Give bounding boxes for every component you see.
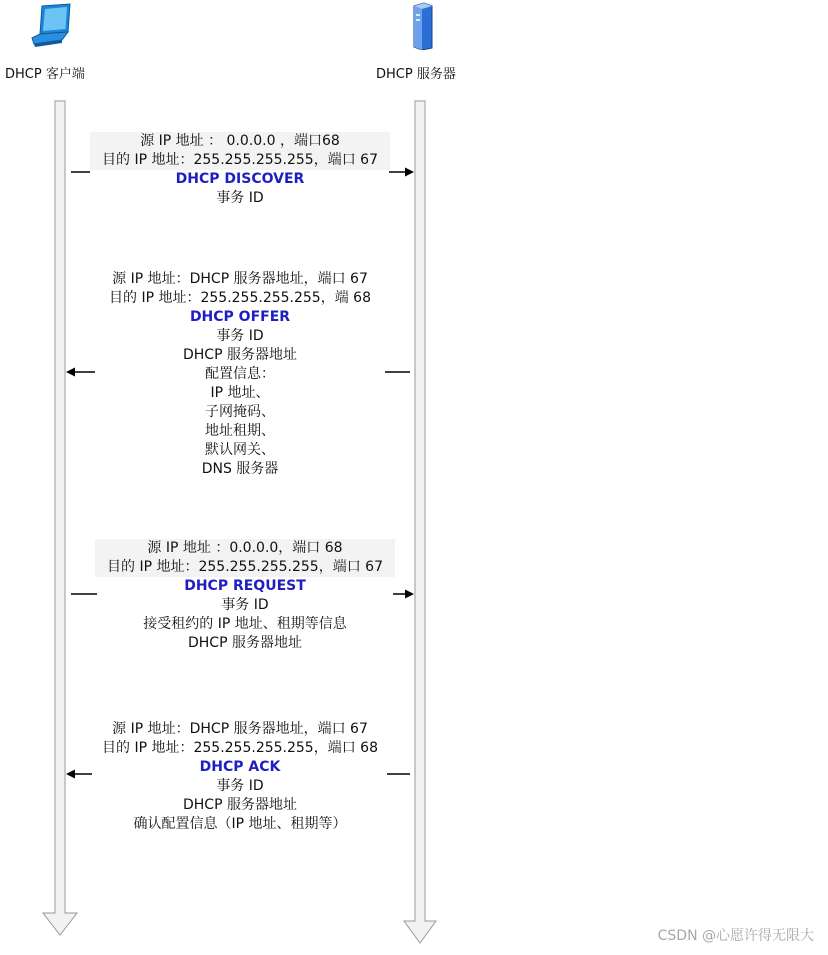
ack-source: 源 IP 地址：DHCP 服务器地址，端口 67 bbox=[112, 721, 368, 737]
offer-detail: 配置信息： bbox=[205, 366, 275, 382]
offer-detail: 地址租期、 bbox=[205, 423, 275, 439]
offer-detail: 子网掩码、 bbox=[205, 404, 275, 420]
ack-detail: 事务 ID bbox=[216, 778, 264, 794]
client-lifeline bbox=[43, 101, 77, 935]
ack-detail: DHCP 服务器地址 bbox=[183, 797, 297, 813]
request-name: DHCP REQUEST bbox=[184, 578, 306, 594]
offer-detail: 默认网关、 bbox=[205, 442, 275, 458]
ack-name: DHCP ACK bbox=[199, 759, 281, 775]
discover-source: 源 IP 地址 ： 0.0.0.0 ，端口68 bbox=[90, 132, 390, 151]
offer-detail: IP 地址、 bbox=[210, 385, 270, 401]
server-label: DHCP 服务器 bbox=[376, 67, 456, 82]
offer-detail: 事务 ID bbox=[216, 328, 264, 344]
watermark: CSDN @心愿许得无限大 bbox=[657, 928, 814, 944]
message-offer bbox=[85, 270, 395, 479]
request-detail: 事务 ID bbox=[221, 597, 269, 613]
discover-name: DHCP DISCOVER bbox=[175, 171, 305, 187]
ack-destination: 目的 IP 地址：255.255.255.255，端口 68 bbox=[102, 740, 378, 756]
discover-destination: 目的 IP 地址：255.255.255.255，端口 67 bbox=[90, 151, 390, 170]
discover-detail: 事务 ID bbox=[216, 190, 264, 206]
offer-name: DHCP OFFER bbox=[189, 309, 291, 325]
request-detail: DHCP 服务器地址 bbox=[188, 635, 302, 651]
request-source: 源 IP 地址 ：0.0.0.0，端口 68 bbox=[95, 539, 395, 558]
offer-destination: 目的 IP 地址：255.255.255.255，端 68 bbox=[109, 290, 371, 306]
message-discover bbox=[90, 132, 390, 208]
message-ack bbox=[85, 720, 395, 834]
offer-detail: DHCP 服务器地址 bbox=[183, 347, 297, 363]
request-destination: 目的 IP 地址：255.255.255.255，端口 67 bbox=[95, 558, 395, 577]
message-request bbox=[95, 539, 395, 653]
ack-detail: 确认配置信息（IP 地址、租期等） bbox=[133, 816, 347, 832]
offer-source: 源 IP 地址：DHCP 服务器地址，端口 67 bbox=[112, 271, 368, 287]
offer-detail: DNS 服务器 bbox=[201, 461, 279, 477]
client-label: DHCP 客户端 bbox=[5, 67, 85, 82]
request-detail: 接受租约的 IP 地址、租期等信息 bbox=[143, 616, 347, 632]
server-lifeline bbox=[404, 101, 436, 943]
